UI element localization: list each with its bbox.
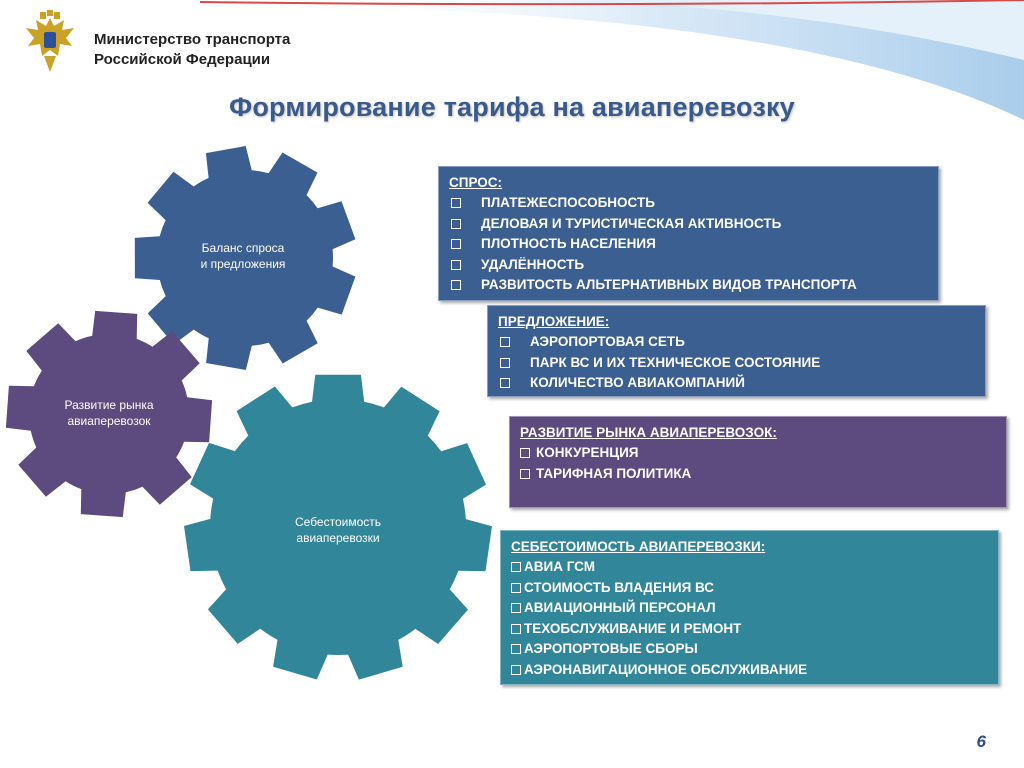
cost-item-label: ТЕХОБСЛУЖИВАНИЕ И РЕМОНТ	[524, 620, 742, 636]
cost-list-item	[511, 660, 988, 681]
demand-header: СПРОС:	[449, 175, 503, 190]
hollow-square-bullet-icon	[451, 219, 461, 229]
cost-item-label: АЭРОПОРТОВЫЕ СБОРЫ	[524, 641, 698, 656]
market-item-label: ТАРИФНАЯ ПОЛИТИКА	[536, 465, 692, 481]
hollow-square-bullet-icon	[451, 198, 461, 208]
hollow-square-bullet-icon	[520, 469, 530, 479]
cost-list-item	[511, 598, 988, 619]
hollow-square-bullet-icon	[511, 583, 521, 593]
hollow-square-bullet-icon	[451, 280, 461, 290]
cost-list-item	[511, 639, 988, 660]
gear-market-label: Развитие рынка авиаперевозок	[64, 398, 154, 428]
supply-list-item	[498, 353, 975, 374]
market-item-label: КОНКУРЕНЦИЯ	[536, 445, 639, 460]
cost-list-item	[511, 619, 988, 640]
market-header: РАЗВИТИЕ РЫНКА АВИАПЕРЕВОЗОК:	[520, 425, 777, 440]
demand-item-label: ПЛАТЕЖЕСПОСОБНОСТЬ	[481, 195, 655, 210]
hollow-square-bullet-icon	[500, 337, 510, 347]
hollow-square-bullet-icon	[511, 644, 521, 654]
gear-balance-label: Баланс спроса и предложения	[200, 241, 286, 271]
hollow-square-bullet-icon	[511, 665, 521, 675]
hollow-square-bullet-icon	[511, 562, 521, 572]
hollow-square-bullet-icon	[511, 603, 521, 613]
cost-list-item	[511, 578, 988, 599]
hollow-square-bullet-icon	[451, 239, 461, 249]
demand-item-label: УДАЛЁННОСТЬ	[481, 256, 585, 272]
demand-list	[449, 193, 928, 296]
gear-cost-label: Себестоимость авиаперевозки	[294, 515, 382, 545]
cost-list-item	[511, 557, 988, 578]
supply-list-item	[498, 332, 975, 353]
demand-list-item	[449, 234, 928, 255]
cost-header: СЕБЕСТОИМОСТЬ АВИАПЕРЕВОЗКИ:	[511, 539, 766, 554]
hollow-square-bullet-icon	[500, 378, 510, 388]
supply-list	[498, 332, 975, 394]
demand-item-label: ПЛОТНОСТЬ НАСЕЛЕНИЯ	[481, 236, 656, 251]
cost-item-label: АЭРОНАВИГАЦИОННОЕ ОБСЛУЖИВАНИЕ	[524, 661, 808, 677]
demand-box	[438, 166, 939, 301]
supply-box	[487, 305, 986, 397]
demand-item-label: РАЗВИТОСТЬ АЛЬТЕРНАТИВНЫХ ВИДОВ ТРАНСПОРТА	[481, 277, 857, 292]
ministry-line-1: Министерство транспорта	[94, 31, 291, 48]
market-list-item	[520, 464, 996, 485]
supply-header: ПРЕДЛОЖЕНИЕ:	[498, 314, 610, 329]
cost-box	[500, 530, 999, 685]
supply-item-label: АЭРОПОРТОВАЯ СЕТЬ	[530, 334, 685, 349]
hollow-square-bullet-icon	[451, 260, 461, 270]
hollow-square-bullet-icon	[511, 624, 521, 634]
demand-list-item	[449, 193, 928, 214]
page-number: 6	[976, 732, 986, 751]
hollow-square-bullet-icon	[520, 448, 530, 458]
demand-item-label: ДЕЛОВАЯ И ТУРИСТИЧЕСКАЯ АКТИВНОСТЬ	[481, 215, 782, 231]
market-list-item	[520, 443, 996, 464]
cost-item-label: АВИАЦИОННЫЙ ПЕРСОНАЛ	[524, 600, 716, 615]
supply-item-label: ПАРК ВС И ИХ ТЕХНИЧЕСКОЕ СОСТОЯНИЕ	[530, 354, 821, 370]
market-list	[520, 443, 996, 484]
supply-list-item	[498, 373, 975, 394]
cost-list	[511, 557, 988, 680]
hollow-square-bullet-icon	[500, 358, 510, 368]
demand-list-item	[449, 214, 928, 235]
market-box	[509, 416, 1007, 508]
supply-item-label: КОЛИЧЕСТВО АВИАКОМПАНИЙ	[530, 375, 745, 390]
demand-list-item	[449, 255, 928, 276]
demand-list-item	[449, 275, 928, 296]
ministry-line-2: Российской Федерации	[94, 51, 271, 68]
page-title: Формирование тарифа на авиаперевозку	[229, 92, 795, 122]
cost-item-label: АВИА ГСМ	[524, 559, 595, 574]
cost-item-label: СТОИМОСТЬ ВЛАДЕНИЯ ВС	[524, 579, 715, 595]
